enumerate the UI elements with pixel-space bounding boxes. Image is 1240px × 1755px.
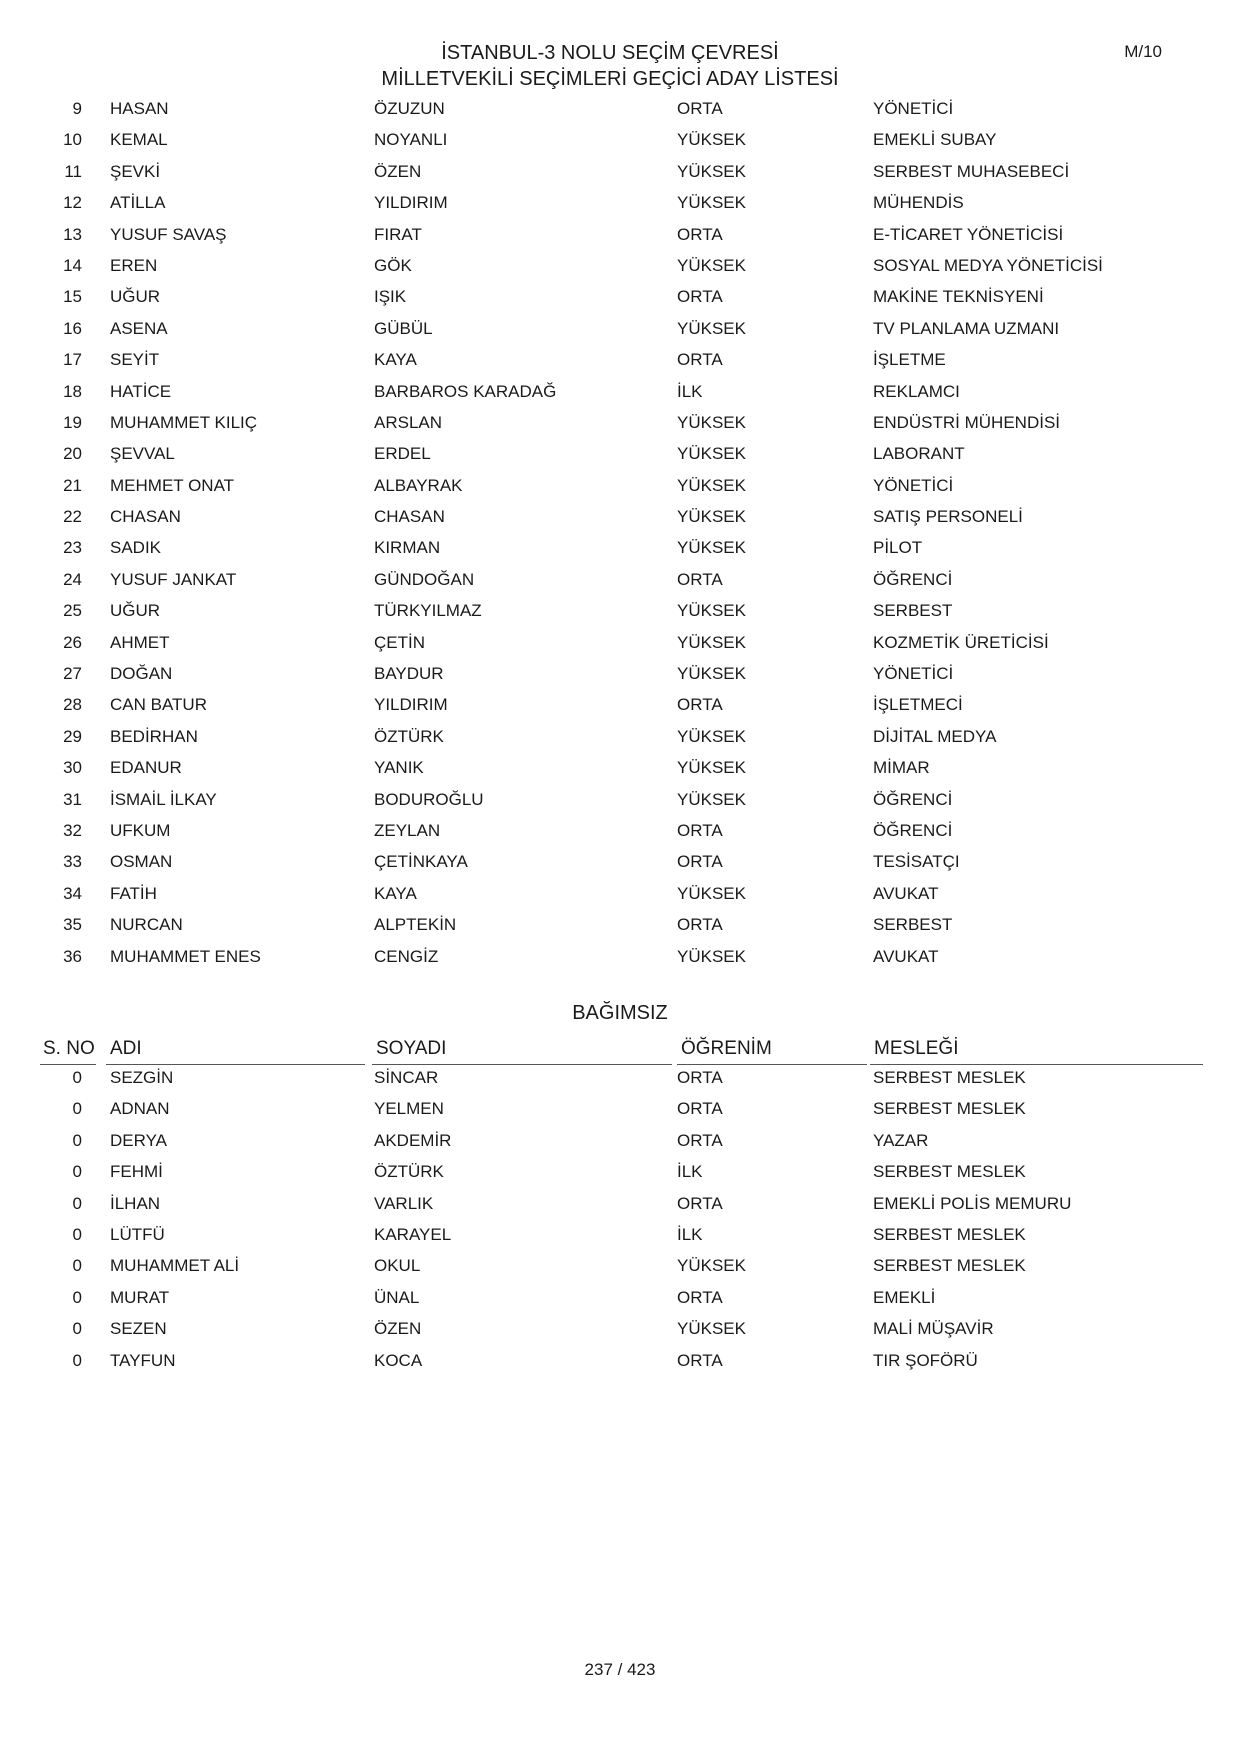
table-row xyxy=(0,409,1240,440)
cell-name: CHASAN xyxy=(110,507,181,527)
cell-surname: TÜRKYILMAZ xyxy=(374,601,482,621)
cell-no: 35 xyxy=(63,915,82,935)
cell-surname: ÖZEN xyxy=(374,161,422,181)
cell-education: ORTA xyxy=(677,1287,723,1307)
cell-education: YÜKSEK xyxy=(677,161,746,181)
cell-no: 0 xyxy=(72,1224,82,1244)
table-row xyxy=(0,943,1240,974)
cell-occupation: SERBEST xyxy=(873,915,953,935)
cell-education: YÜKSEK xyxy=(677,883,746,903)
cell-no: 0 xyxy=(72,1193,82,1213)
cell-occupation: PİLOT xyxy=(873,538,923,558)
cell-occupation: EMEKLİ POLİS MEMURU xyxy=(873,1193,1072,1213)
cell-name: ADNAN xyxy=(110,1099,170,1119)
table-row xyxy=(0,754,1240,785)
cell-surname: ZEYLAN xyxy=(374,820,441,840)
cell-occupation: KOZMETİK ÜRETİCİSİ xyxy=(873,632,1049,652)
cell-name: MUHAMMET ALİ xyxy=(110,1256,240,1276)
cell-no: 36 xyxy=(63,946,82,966)
cell-surname: CHASAN xyxy=(374,507,445,527)
cell-no: 34 xyxy=(63,883,82,903)
header-education: ÖĞRENİM xyxy=(677,1036,867,1065)
table-row xyxy=(0,1095,1240,1126)
cell-no: 23 xyxy=(63,538,82,558)
cell-education: YÜKSEK xyxy=(677,255,746,275)
cell-occupation: SATIŞ PERSONELİ xyxy=(873,507,1023,527)
cell-education: YÜKSEK xyxy=(677,538,746,558)
table-row xyxy=(0,95,1240,126)
cell-surname: OKUL xyxy=(374,1256,421,1276)
cell-occupation: ÖĞRENCİ xyxy=(873,820,953,840)
cell-occupation: YÖNETİCİ xyxy=(873,664,954,684)
table-row xyxy=(0,597,1240,628)
cell-occupation: SERBEST MUHASEBECİ xyxy=(873,161,1070,181)
cell-no: 21 xyxy=(63,475,82,495)
table-row xyxy=(0,534,1240,565)
cell-name: YUSUF JANKAT xyxy=(110,569,237,589)
cell-surname: ÖZTÜRK xyxy=(374,1162,444,1182)
table-row xyxy=(0,1064,1240,1095)
cell-occupation: TIR ŞOFÖRÜ xyxy=(873,1350,978,1370)
document-title-line1: İSTANBUL-3 NOLU SEÇİM ÇEVRESİ xyxy=(441,42,779,64)
cell-name: SEZGİN xyxy=(110,1068,174,1087)
table-row xyxy=(0,503,1240,534)
cell-surname: IŞIK xyxy=(374,287,407,307)
cell-surname: KAYA xyxy=(374,350,417,370)
cell-no: 0 xyxy=(72,1099,82,1119)
cell-name: HATİCE xyxy=(110,381,172,401)
cell-name: KEMAL xyxy=(110,130,168,150)
table-row xyxy=(0,786,1240,817)
cell-name: CAN BATUR xyxy=(110,695,207,715)
cell-name: ATİLLA xyxy=(110,193,166,213)
cell-occupation: EMEKLİ SUBAY xyxy=(873,130,997,150)
page-number: 237 / 423 xyxy=(584,1660,656,1679)
cell-occupation: MÜHENDİS xyxy=(873,193,964,213)
cell-no: 22 xyxy=(63,507,82,527)
cell-name: NURCAN xyxy=(110,915,183,935)
cell-occupation: E-TİCARET YÖNETİCİSİ xyxy=(873,224,1064,244)
cell-surname: AKDEMİR xyxy=(374,1130,452,1150)
cell-occupation: AVUKAT xyxy=(873,946,939,966)
cell-education: ORTA xyxy=(677,350,723,370)
cell-no: 0 xyxy=(72,1287,82,1307)
cell-surname: VARLIK xyxy=(374,1193,434,1213)
cell-name: MEHMET ONAT xyxy=(110,475,235,495)
cell-education: YÜKSEK xyxy=(677,444,746,464)
cell-occupation: ÖĞRENCİ xyxy=(873,569,953,589)
cell-name: FATİH xyxy=(110,883,157,903)
cell-occupation: ENDÜSTRİ MÜHENDİSİ xyxy=(873,412,1061,432)
cell-surname: GÜNDOĞAN xyxy=(374,569,475,589)
table-row xyxy=(0,1347,1240,1378)
cell-no: 0 xyxy=(72,1256,82,1276)
cell-education: İLK xyxy=(677,1224,703,1244)
cell-surname: CENGİZ xyxy=(374,946,439,966)
cell-name: YUSUF SAVAŞ xyxy=(110,224,227,244)
table-row xyxy=(0,221,1240,252)
table-row xyxy=(0,629,1240,660)
cell-occupation: TESİSATÇI xyxy=(873,852,960,872)
table-row xyxy=(0,346,1240,377)
cell-no: 30 xyxy=(63,758,82,778)
cell-no: 0 xyxy=(72,1162,82,1182)
cell-education: YÜKSEK xyxy=(677,758,746,778)
cell-surname: YILDIRIM xyxy=(374,695,448,715)
cell-surname: BARBAROS KARADAĞ xyxy=(374,381,557,401)
cell-name: BEDİRHAN xyxy=(110,726,198,746)
table-row xyxy=(0,1252,1240,1283)
cell-education: YÜKSEK xyxy=(677,318,746,338)
cell-education: YÜKSEK xyxy=(677,664,746,684)
cell-surname: NOYANLI xyxy=(374,130,448,150)
table-row xyxy=(0,252,1240,283)
cell-occupation: MİMAR xyxy=(873,758,930,778)
cell-education: YÜKSEK xyxy=(677,130,746,150)
cell-occupation: SERBEST MESLEK xyxy=(873,1068,1026,1087)
table-row xyxy=(0,1221,1240,1252)
cell-surname: KOCA xyxy=(374,1350,423,1370)
cell-education: YÜKSEK xyxy=(677,193,746,213)
cell-name: MUHAMMET KILIÇ xyxy=(110,412,258,432)
cell-no: 0 xyxy=(72,1319,82,1339)
cell-education: İLK xyxy=(677,1162,703,1182)
table-row xyxy=(0,1190,1240,1221)
independent-section-title: BAĞIMSIZ xyxy=(572,1002,668,1024)
cell-no: 13 xyxy=(63,224,82,244)
cell-occupation: SERBEST xyxy=(873,601,953,621)
cell-name: SEZEN xyxy=(110,1319,167,1339)
cell-occupation: SERBEST MESLEK xyxy=(873,1224,1026,1244)
table-row xyxy=(0,566,1240,597)
table-row xyxy=(0,378,1240,409)
cell-no: 27 xyxy=(63,664,82,684)
table-row xyxy=(0,817,1240,848)
cell-name: HASAN xyxy=(110,99,169,118)
cell-surname: BAYDUR xyxy=(374,664,444,684)
cell-name: EDANUR xyxy=(110,758,182,778)
cell-occupation: YAZAR xyxy=(873,1130,929,1150)
cell-education: YÜKSEK xyxy=(677,412,746,432)
cell-name: SEYİT xyxy=(110,350,160,370)
cell-surname: YANIK xyxy=(374,758,424,778)
cell-surname: ARSLAN xyxy=(374,412,443,432)
cell-no: 15 xyxy=(63,287,82,307)
cell-occupation: ÖĞRENCİ xyxy=(873,789,953,809)
cell-occupation: SERBEST MESLEK xyxy=(873,1099,1026,1119)
cell-name: EREN xyxy=(110,255,158,275)
cell-surname: YILDIRIM xyxy=(374,193,448,213)
cell-surname: ÜNAL xyxy=(374,1287,420,1307)
table-row xyxy=(0,880,1240,911)
party-candidate-list xyxy=(0,95,1240,974)
header-name: ADI xyxy=(106,1036,365,1065)
independent-candidate-list xyxy=(0,1064,1240,1378)
table-row xyxy=(0,1315,1240,1346)
cell-education: YÜKSEK xyxy=(677,507,746,527)
table-row xyxy=(0,911,1240,942)
header-surname: SOYADI xyxy=(372,1036,672,1065)
table-row xyxy=(0,723,1240,754)
table-row xyxy=(0,315,1240,346)
cell-occupation: LABORANT xyxy=(873,444,965,464)
cell-education: ORTA xyxy=(677,1193,723,1213)
document-title-line2: MİLLETVEKİLİ SEÇİMLERİ GEÇİCİ ADAY LİSTESİ xyxy=(381,68,839,90)
cell-education: YÜKSEK xyxy=(677,1256,746,1276)
cell-no: 16 xyxy=(63,318,82,338)
cell-name: İSMAİL İLKAY xyxy=(110,789,217,809)
cell-name: UĞUR xyxy=(110,287,161,307)
cell-surname: KARAYEL xyxy=(374,1224,452,1244)
table-row xyxy=(0,1158,1240,1189)
cell-surname: KIRMAN xyxy=(374,538,441,558)
cell-name: ASENA xyxy=(110,318,168,338)
cell-no: 10 xyxy=(63,130,82,150)
cell-name: AHMET xyxy=(110,632,170,652)
cell-name: UĞUR xyxy=(110,601,161,621)
cell-no: 18 xyxy=(63,381,82,401)
cell-name: DOĞAN xyxy=(110,664,173,684)
table-row xyxy=(0,691,1240,722)
cell-surname: ÖZUZUN xyxy=(374,99,445,118)
table-row xyxy=(0,1284,1240,1315)
cell-occupation: TV PLANLAMA UZMANI xyxy=(873,318,1060,338)
cell-occupation: İŞLETMECİ xyxy=(873,695,963,715)
cell-education: YÜKSEK xyxy=(677,726,746,746)
cell-no: 0 xyxy=(72,1350,82,1370)
cell-no: 33 xyxy=(63,852,82,872)
table-row xyxy=(0,189,1240,220)
cell-education: ORTA xyxy=(677,915,723,935)
cell-name: İLHAN xyxy=(110,1193,161,1213)
cell-surname: ERDEL xyxy=(374,444,431,464)
cell-occupation: SERBEST MESLEK xyxy=(873,1256,1026,1276)
cell-no: 25 xyxy=(63,601,82,621)
cell-surname: ALPTEKİN xyxy=(374,915,457,935)
page-code: M/10 xyxy=(1124,42,1162,61)
cell-no: 14 xyxy=(63,255,82,275)
cell-education: ORTA xyxy=(677,820,723,840)
cell-occupation: AVUKAT xyxy=(873,883,939,903)
cell-education: YÜKSEK xyxy=(677,946,746,966)
cell-no: 19 xyxy=(63,412,82,432)
cell-no: 12 xyxy=(63,193,82,213)
table-row xyxy=(0,848,1240,879)
cell-surname: FIRAT xyxy=(374,224,422,244)
cell-no: 9 xyxy=(72,99,82,118)
cell-surname: GÜBÜL xyxy=(374,318,433,338)
table-row xyxy=(0,283,1240,314)
cell-no: 17 xyxy=(63,350,82,370)
cell-surname: ÇETİNKAYA xyxy=(374,852,468,872)
cell-education: ORTA xyxy=(677,1130,723,1150)
cell-surname: ÖZEN xyxy=(374,1319,422,1339)
cell-name: MURAT xyxy=(110,1287,170,1307)
table-row xyxy=(0,1127,1240,1158)
cell-education: ORTA xyxy=(677,1350,723,1370)
cell-name: ŞEVVAL xyxy=(110,444,175,464)
cell-name: FEHMİ xyxy=(110,1162,163,1182)
cell-occupation: YÖNETİCİ xyxy=(873,99,954,118)
cell-no: 24 xyxy=(63,569,82,589)
cell-name: UFKUM xyxy=(110,820,171,840)
cell-education: ORTA xyxy=(677,852,723,872)
table-row xyxy=(0,660,1240,691)
cell-surname: ALBAYRAK xyxy=(374,475,463,495)
cell-no: 32 xyxy=(63,820,82,840)
cell-education: YÜKSEK xyxy=(677,601,746,621)
cell-education: ORTA xyxy=(677,224,723,244)
cell-occupation: YÖNETİCİ xyxy=(873,475,954,495)
header-no: S. NO xyxy=(40,1036,96,1065)
cell-surname: ÖZTÜRK xyxy=(374,726,444,746)
cell-education: ORTA xyxy=(677,695,723,715)
cell-no: 11 xyxy=(64,161,82,181)
cell-name: DERYA xyxy=(110,1130,168,1150)
cell-surname: KAYA xyxy=(374,883,417,903)
cell-name: MUHAMMET ENES xyxy=(110,946,261,966)
table-row xyxy=(0,440,1240,471)
cell-education: ORTA xyxy=(677,99,723,118)
cell-no: 28 xyxy=(63,695,82,715)
cell-education: İLK xyxy=(677,381,703,401)
cell-occupation: MAKİNE TEKNİSYENİ xyxy=(873,287,1044,307)
cell-occupation: DİJİTAL MEDYA xyxy=(873,726,997,746)
header-occupation: MESLEĞİ xyxy=(870,1036,1203,1065)
cell-education: ORTA xyxy=(677,569,723,589)
cell-occupation: SERBEST MESLEK xyxy=(873,1162,1026,1182)
cell-occupation: MALİ MÜŞAVİR xyxy=(873,1319,994,1339)
cell-name: LÜTFÜ xyxy=(110,1224,165,1244)
cell-education: ORTA xyxy=(677,1068,723,1087)
cell-name: SADIK xyxy=(110,538,162,558)
cell-education: YÜKSEK xyxy=(677,632,746,652)
cell-name: ŞEVKİ xyxy=(110,161,161,181)
cell-education: ORTA xyxy=(677,287,723,307)
cell-name: OSMAN xyxy=(110,852,173,872)
cell-occupation: EMEKLİ xyxy=(873,1287,936,1307)
cell-occupation: SOSYAL MEDYA YÖNETİCİSİ xyxy=(873,255,1103,275)
cell-occupation: REKLAMCI xyxy=(873,381,960,401)
table-header xyxy=(0,1036,1240,1066)
cell-surname: SİNCAR xyxy=(374,1068,439,1087)
cell-no: 0 xyxy=(72,1130,82,1150)
table-row xyxy=(0,126,1240,157)
cell-surname: BODUROĞLU xyxy=(374,789,484,809)
cell-surname: ÇETİN xyxy=(374,632,425,652)
cell-education: YÜKSEK xyxy=(677,475,746,495)
table-row xyxy=(0,472,1240,503)
cell-no: 0 xyxy=(72,1068,82,1087)
cell-name: TAYFUN xyxy=(110,1350,176,1370)
cell-no: 26 xyxy=(63,632,82,652)
cell-occupation: İŞLETME xyxy=(873,350,946,370)
cell-education: ORTA xyxy=(677,1099,723,1119)
cell-surname: YELMEN xyxy=(374,1099,444,1119)
cell-no: 31 xyxy=(63,789,82,809)
cell-education: YÜKSEK xyxy=(677,1319,746,1339)
cell-surname: GÖK xyxy=(374,255,412,275)
cell-education: YÜKSEK xyxy=(677,789,746,809)
cell-no: 20 xyxy=(63,444,82,464)
cell-no: 29 xyxy=(63,726,82,746)
table-row xyxy=(0,158,1240,189)
